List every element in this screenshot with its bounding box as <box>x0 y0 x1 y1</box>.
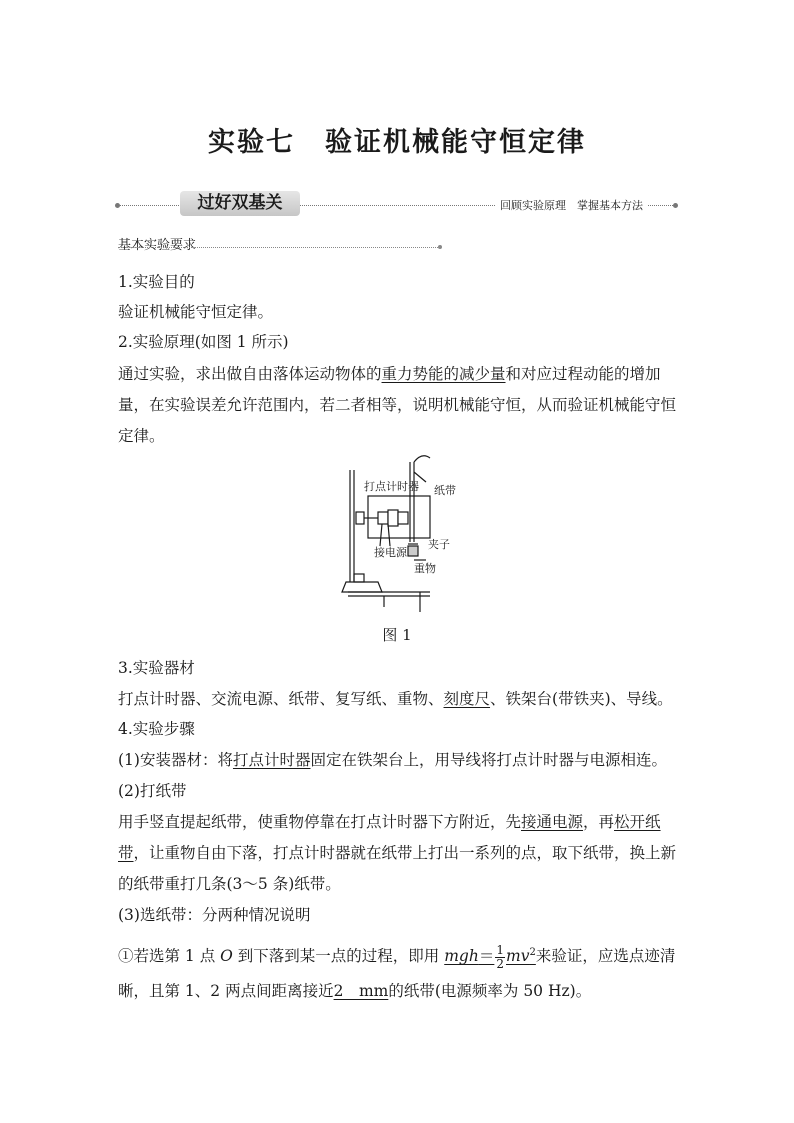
equipment-text <box>118 684 698 714</box>
answer-blank: 2 mm <box>333 982 389 1001</box>
label-timer: 打点计时器 <box>364 480 419 493</box>
page-title <box>0 120 794 159</box>
principle-underline: 重力势能的减少量 <box>381 365 506 383</box>
step1-text <box>118 745 688 775</box>
step2-text <box>118 807 678 900</box>
figure-caption: 图 1 <box>382 626 412 644</box>
purpose-text: 验证机械能守恒定律。 <box>118 303 274 321</box>
principle-text-a: 通过实验，求出做自由落体运动物体的 <box>118 365 382 383</box>
step3-text-c: 来验证，应选点迹清晰，且第 1、2 两点间距离接近 <box>118 947 676 1001</box>
heading-purpose: 1.实验目的 <box>118 273 195 291</box>
banner-tab: 过好双基关 <box>180 191 300 216</box>
section-underline <box>118 247 440 248</box>
power-wires <box>380 524 390 546</box>
step2-heading: (2)打纸带 <box>118 782 187 800</box>
step3-heading: (3)选纸带：分两种情况说明 <box>118 906 311 924</box>
step2-underline-1: 接通电源 <box>521 813 584 831</box>
heading-equipment: 3.实验器材 <box>118 659 195 677</box>
equipment-text-a: 打点计时器、交流电源、纸带、复写纸、重物、 <box>118 690 444 708</box>
paper-tape <box>410 456 430 542</box>
formula-mv: mv <box>506 947 530 966</box>
title-part1: 实验七 <box>208 127 295 158</box>
step3-text <box>118 935 688 1009</box>
principle-text-b: 和对应过程动能的增加量，在实验误差允许范围内，若二者相等，说明机械能守恒，从而验证机械能守恒定律。 <box>118 365 677 445</box>
banner-dot-right <box>673 203 678 208</box>
title-part2: 验证机械能守恒定律 <box>325 127 586 158</box>
step2-text-c: ，让重物自由下落，打点计时器就在纸带上打出一系列的点，取下纸带，换上新的纸带重打几条(3～5 条)纸带。 <box>118 844 677 893</box>
label-power: 接电源 <box>374 546 407 559</box>
heading-principle: 2.实验原理(如图 1 所示) <box>118 333 289 351</box>
step3-text-d: 的纸带(电源频率为 50 Hz)。 <box>388 982 592 1001</box>
timer-device <box>368 496 430 538</box>
fraction-denominator: 2 <box>496 956 504 971</box>
formula-superscript: 2 <box>529 947 536 958</box>
banner-subtitle: 回顾实验原理 掌握基本方法 <box>496 197 647 213</box>
section-label: 基本实验要求 <box>118 238 197 253</box>
label-clip: 夹子 <box>428 538 450 551</box>
point-o: O <box>220 947 233 966</box>
formula-equals: ＝ <box>478 947 495 966</box>
equipment-underline: 刻度尺 <box>443 690 491 708</box>
section-underline-dot <box>438 245 442 249</box>
step1-underline: 打点计时器 <box>232 751 311 769</box>
heading-steps: 4.实验步骤 <box>118 720 195 738</box>
label-tape: 纸带 <box>434 484 456 497</box>
step1-text-a: (1)安装器材：将 <box>118 751 233 769</box>
experiment-figure <box>330 442 480 612</box>
step3-text-b: 到下落到某一点的过程，即用 <box>232 947 445 966</box>
label-weight: 重物 <box>414 562 436 575</box>
step2-text-b: ，再 <box>583 813 615 831</box>
table <box>348 592 430 612</box>
formula-fraction <box>495 944 505 971</box>
formula-mgh: mgh <box>444 947 479 966</box>
step2-text-a: 用手竖直提起纸带，使重物停靠在打点计时器下方附近，先 <box>118 813 522 831</box>
weight <box>408 544 426 560</box>
step2-underline-2: 松开纸带 <box>118 813 661 862</box>
principle-text <box>118 359 678 452</box>
formula <box>444 942 536 971</box>
equipment-text-b: 、铁架台(带铁夹)、导线。 <box>490 690 673 708</box>
step1-text-b: 固定在铁架台上，用导线将打点计时器与电源相连。 <box>310 751 667 769</box>
fraction-numerator: 1 <box>496 942 504 957</box>
step3-text-a: ①若选第 1 点 <box>118 947 221 966</box>
